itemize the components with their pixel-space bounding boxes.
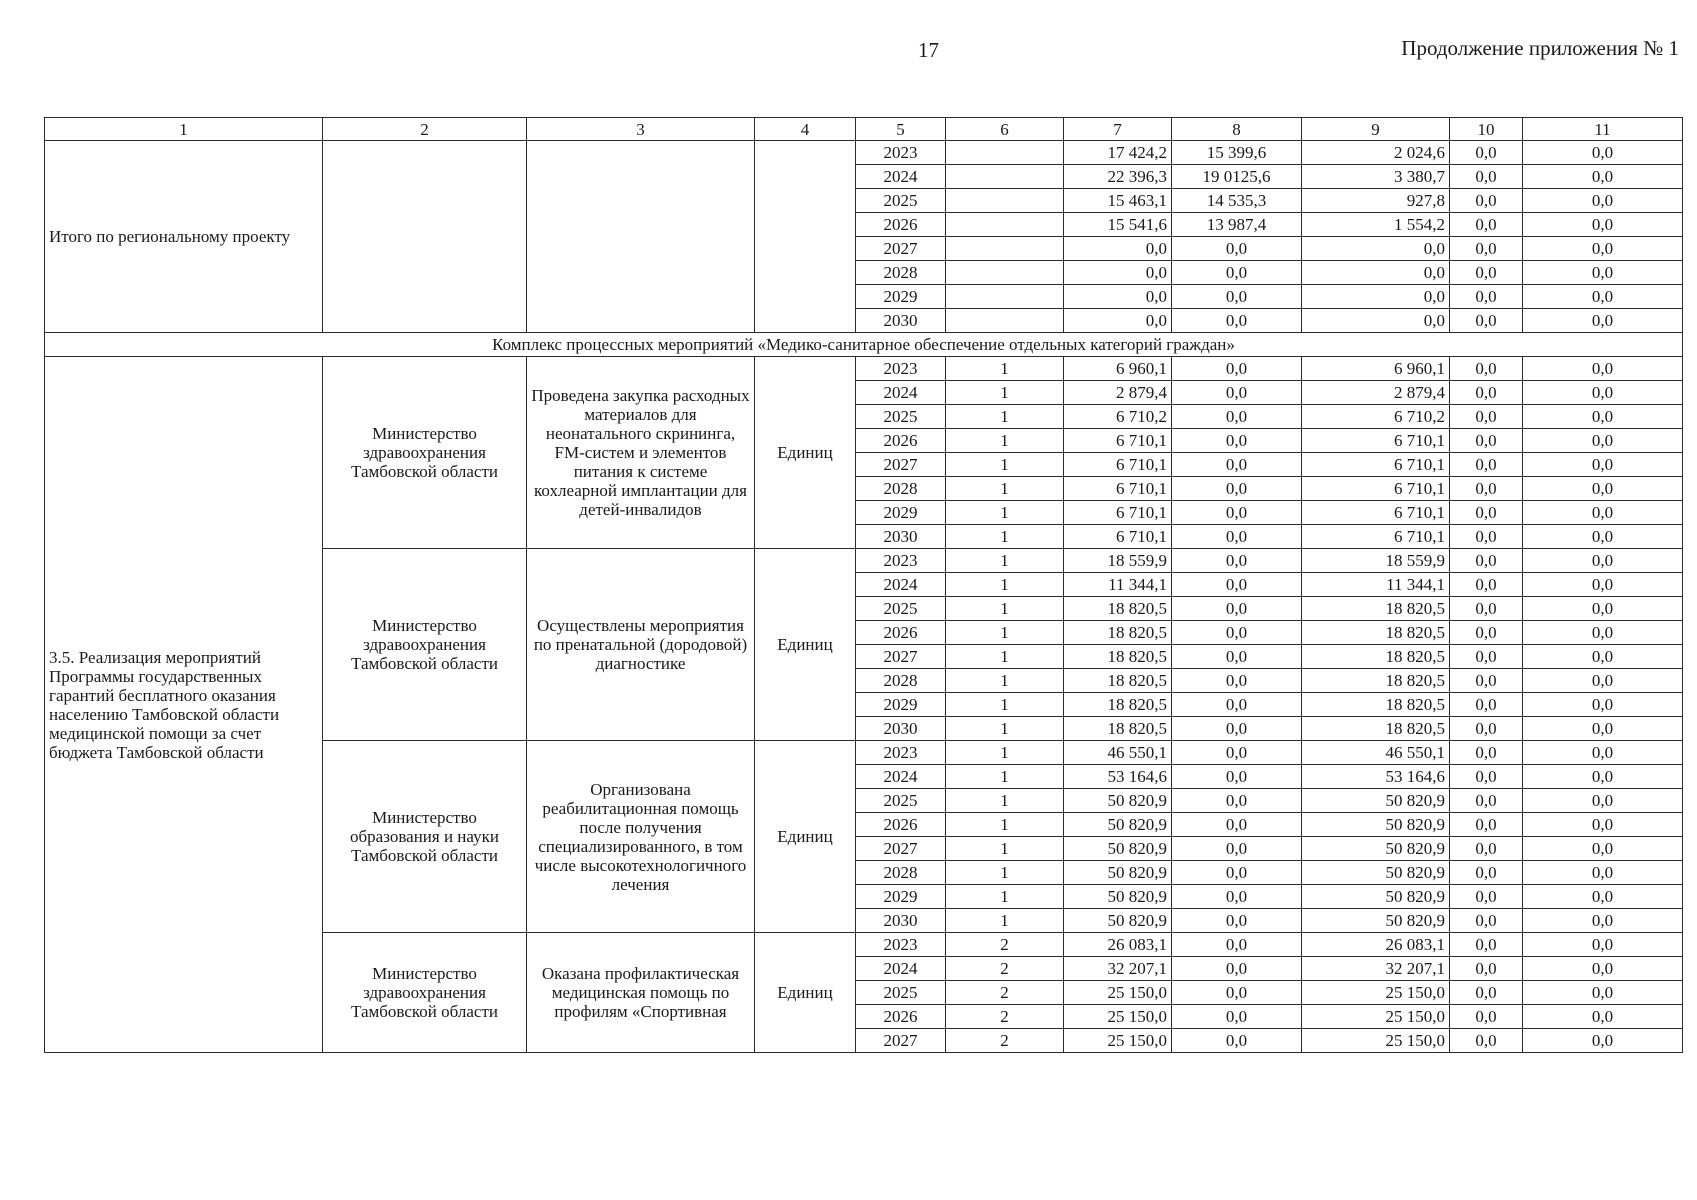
value-cell-8: 0,0 [1172,933,1302,957]
value-cell-11: 0,0 [1523,789,1683,813]
value-cell-10: 0,0 [1450,285,1523,309]
value-cell-11: 0,0 [1523,981,1683,1005]
section-row [45,333,1683,357]
value-cell-7: 18 820,5 [1064,621,1172,645]
value-cell-7: 6 960,1 [1064,357,1172,381]
value-cell-9: 0,0 [1302,285,1450,309]
value-cell-7: 6 710,1 [1064,501,1172,525]
value-cell-11: 0,0 [1523,885,1683,909]
value-cell-9: 53 164,6 [1302,765,1450,789]
value-cell-8: 0,0 [1172,837,1302,861]
value-cell-11: 0,0 [1523,693,1683,717]
value-cell-11: 0,0 [1523,525,1683,549]
value-cell-10: 0,0 [1450,213,1523,237]
value-cell-10: 0,0 [1450,573,1523,597]
value-cell-8: 0,0 [1172,285,1302,309]
value-cell-6: 2 [946,1005,1064,1029]
value-cell-7: 50 820,9 [1064,909,1172,933]
value-cell-10: 0,0 [1450,261,1523,285]
column-number: 10 [1450,118,1523,141]
empty-cell [323,141,527,333]
value-cell-9: 50 820,9 [1302,813,1450,837]
value-cell-11: 0,0 [1523,909,1683,933]
value-cell-9: 6 710,1 [1302,501,1450,525]
value-cell-8: 15 399,6 [1172,141,1302,165]
unit-cell: Единиц [755,741,856,933]
year-cell: 2023 [856,741,946,765]
value-cell-9: 11 344,1 [1302,573,1450,597]
value-cell-11: 0,0 [1523,189,1683,213]
value-cell-7: 50 820,9 [1064,813,1172,837]
value-cell-8: 0,0 [1172,693,1302,717]
value-cell-10: 0,0 [1450,405,1523,429]
value-cell-8: 0,0 [1172,861,1302,885]
value-cell-9: 6 710,1 [1302,477,1450,501]
value-cell-8: 13 987,4 [1172,213,1302,237]
budget-table [44,117,1683,1053]
value-cell-11: 0,0 [1523,573,1683,597]
value-cell-11: 0,0 [1523,165,1683,189]
value-cell-8: 0,0 [1172,789,1302,813]
value-cell-9: 18 820,5 [1302,669,1450,693]
column-number: 1 [45,118,323,141]
value-cell-6 [946,165,1064,189]
year-cell: 2030 [856,309,946,333]
value-cell-8: 0,0 [1172,573,1302,597]
year-cell: 2027 [856,453,946,477]
value-cell-10: 0,0 [1450,885,1523,909]
section-title: Комплекс процессных мероприятий «Медико-санитарное обеспечение отдельных категорий граждан» [45,333,1683,357]
value-cell-9: 3 380,7 [1302,165,1450,189]
value-cell-9: 50 820,9 [1302,837,1450,861]
value-cell-7: 18 820,5 [1064,717,1172,741]
result-cell: Организована реабилитационная помощь после получения специализированного, в том числе высокотехнологичного лечения [527,741,755,933]
value-cell-10: 0,0 [1450,741,1523,765]
column-number: 11 [1523,118,1683,141]
value-cell-9: 18 820,5 [1302,621,1450,645]
value-cell-11: 0,0 [1523,357,1683,381]
value-cell-10: 0,0 [1450,525,1523,549]
value-cell-10: 0,0 [1450,453,1523,477]
value-cell-10: 0,0 [1450,957,1523,981]
value-cell-7: 6 710,1 [1064,477,1172,501]
value-cell-7: 18 559,9 [1064,549,1172,573]
year-cell: 2028 [856,261,946,285]
value-cell-9: 2 879,4 [1302,381,1450,405]
value-cell-9: 25 150,0 [1302,1029,1450,1053]
value-cell-8: 14 535,3 [1172,189,1302,213]
year-cell: 2030 [856,717,946,741]
value-cell-11: 0,0 [1523,405,1683,429]
value-cell-6: 1 [946,789,1064,813]
value-cell-6 [946,237,1064,261]
value-cell-7: 32 207,1 [1064,957,1172,981]
value-cell-10: 0,0 [1450,237,1523,261]
value-cell-7: 11 344,1 [1064,573,1172,597]
value-cell-10: 0,0 [1450,981,1523,1005]
value-cell-9: 0,0 [1302,261,1450,285]
year-cell: 2029 [856,693,946,717]
column-number: 6 [946,118,1064,141]
value-cell-9: 2 024,6 [1302,141,1450,165]
value-cell-9: 50 820,9 [1302,861,1450,885]
value-cell-6: 2 [946,933,1064,957]
value-cell-8: 0,0 [1172,309,1302,333]
value-cell-8: 0,0 [1172,357,1302,381]
value-cell-7: 53 164,6 [1064,765,1172,789]
column-number: 9 [1302,118,1450,141]
year-cell: 2024 [856,381,946,405]
value-cell-7: 0,0 [1064,261,1172,285]
empty-cell [527,141,755,333]
value-cell-6: 1 [946,549,1064,573]
value-cell-11: 0,0 [1523,429,1683,453]
year-cell: 2023 [856,933,946,957]
table-row [45,357,1683,381]
value-cell-9: 18 820,5 [1302,717,1450,741]
value-cell-9: 1 554,2 [1302,213,1450,237]
value-cell-6 [946,189,1064,213]
year-cell: 2027 [856,237,946,261]
value-cell-7: 6 710,1 [1064,525,1172,549]
value-cell-8: 0,0 [1172,909,1302,933]
value-cell-8: 0,0 [1172,429,1302,453]
value-cell-8: 0,0 [1172,645,1302,669]
value-cell-10: 0,0 [1450,645,1523,669]
value-cell-6: 1 [946,477,1064,501]
value-cell-7: 46 550,1 [1064,741,1172,765]
value-cell-10: 0,0 [1450,621,1523,645]
result-cell: Осуществлены мероприятия по пренатальной (дородовой) диагностике [527,549,755,741]
value-cell-10: 0,0 [1450,813,1523,837]
executor-cell: Министерство образования и науки Тамбовской области [323,741,527,933]
year-cell: 2025 [856,189,946,213]
table-body [45,118,1683,1053]
value-cell-11: 0,0 [1523,477,1683,501]
value-cell-11: 0,0 [1523,501,1683,525]
value-cell-6: 1 [946,693,1064,717]
value-cell-10: 0,0 [1450,789,1523,813]
value-cell-7: 50 820,9 [1064,789,1172,813]
value-cell-6: 1 [946,861,1064,885]
value-cell-11: 0,0 [1523,1029,1683,1053]
value-cell-11: 0,0 [1523,837,1683,861]
value-cell-8: 0,0 [1172,237,1302,261]
table-row [45,141,1683,165]
value-cell-7: 50 820,9 [1064,837,1172,861]
value-cell-7: 18 820,5 [1064,645,1172,669]
value-cell-7: 50 820,9 [1064,885,1172,909]
value-cell-9: 26 083,1 [1302,933,1450,957]
value-cell-7: 2 879,4 [1064,381,1172,405]
value-cell-10: 0,0 [1450,669,1523,693]
value-cell-11: 0,0 [1523,957,1683,981]
value-cell-9: 6 710,1 [1302,429,1450,453]
executor-cell: Министерство здравоохранения Тамбовской области [323,357,527,549]
value-cell-11: 0,0 [1523,141,1683,165]
value-cell-6: 1 [946,525,1064,549]
value-cell-6: 1 [946,357,1064,381]
value-cell-11: 0,0 [1523,645,1683,669]
value-cell-10: 0,0 [1450,381,1523,405]
value-cell-7: 6 710,1 [1064,453,1172,477]
value-cell-9: 25 150,0 [1302,981,1450,1005]
value-cell-6: 1 [946,645,1064,669]
unit-cell: Единиц [755,933,856,1053]
value-cell-9: 6 710,2 [1302,405,1450,429]
value-cell-11: 0,0 [1523,597,1683,621]
value-cell-7: 0,0 [1064,285,1172,309]
value-cell-6: 1 [946,813,1064,837]
value-cell-8: 0,0 [1172,813,1302,837]
year-cell: 2026 [856,621,946,645]
value-cell-8: 0,0 [1172,549,1302,573]
year-cell: 2029 [856,285,946,309]
empty-cell [755,141,856,333]
value-cell-6 [946,261,1064,285]
year-cell: 2025 [856,597,946,621]
value-cell-10: 0,0 [1450,501,1523,525]
result-cell: Проведена закупка расходных материалов для неонатального скрининга, FM-систем и элементов питания к системе кохлеарной имплантации для детей-инвалидов [527,357,755,549]
unit-cell: Единиц [755,357,856,549]
value-cell-6: 1 [946,837,1064,861]
value-cell-10: 0,0 [1450,429,1523,453]
value-cell-6 [946,213,1064,237]
value-cell-6: 1 [946,669,1064,693]
value-cell-7: 6 710,2 [1064,405,1172,429]
column-number: 8 [1172,118,1302,141]
value-cell-9: 50 820,9 [1302,909,1450,933]
value-cell-7: 0,0 [1064,237,1172,261]
value-cell-6: 2 [946,981,1064,1005]
year-cell: 2025 [856,405,946,429]
value-cell-8: 0,0 [1172,717,1302,741]
value-cell-11: 0,0 [1523,621,1683,645]
year-cell: 2026 [856,429,946,453]
page-number: 17 [918,38,939,62]
value-cell-6 [946,309,1064,333]
value-cell-8: 0,0 [1172,885,1302,909]
value-cell-8: 0,0 [1172,621,1302,645]
value-cell-7: 22 396,3 [1064,165,1172,189]
value-cell-8: 0,0 [1172,597,1302,621]
value-cell-10: 0,0 [1450,357,1523,381]
value-cell-8: 0,0 [1172,957,1302,981]
value-cell-11: 0,0 [1523,669,1683,693]
column-number: 7 [1064,118,1172,141]
year-cell: 2023 [856,141,946,165]
value-cell-10: 0,0 [1450,477,1523,501]
year-cell: 2027 [856,1029,946,1053]
value-cell-8: 0,0 [1172,477,1302,501]
value-cell-9: 18 559,9 [1302,549,1450,573]
value-cell-11: 0,0 [1523,285,1683,309]
year-cell: 2028 [856,477,946,501]
value-cell-7: 15 463,1 [1064,189,1172,213]
value-cell-7: 26 083,1 [1064,933,1172,957]
year-cell: 2026 [856,213,946,237]
value-cell-10: 0,0 [1450,861,1523,885]
value-cell-7: 17 424,2 [1064,141,1172,165]
value-cell-8: 0,0 [1172,1029,1302,1053]
value-cell-10: 0,0 [1450,1005,1523,1029]
value-cell-11: 0,0 [1523,213,1683,237]
value-cell-7: 18 820,5 [1064,669,1172,693]
value-cell-7: 15 541,6 [1064,213,1172,237]
value-cell-7: 50 820,9 [1064,861,1172,885]
value-cell-9: 50 820,9 [1302,885,1450,909]
value-cell-11: 0,0 [1523,549,1683,573]
year-cell: 2025 [856,981,946,1005]
value-cell-7: 18 820,5 [1064,693,1172,717]
value-cell-10: 0,0 [1450,909,1523,933]
value-cell-10: 0,0 [1450,597,1523,621]
column-numbers-row [45,118,1683,141]
year-cell: 2024 [856,165,946,189]
column-number: 2 [323,118,527,141]
year-cell: 2027 [856,837,946,861]
result-cell: Оказана профилактическая медицинская помощь по профилям «Спортивная [527,933,755,1053]
executor-cell: Министерство здравоохранения Тамбовской области [323,549,527,741]
running-header: Продолжение приложения № 1 [1401,36,1679,60]
year-cell: 2024 [856,573,946,597]
value-cell-8: 0,0 [1172,669,1302,693]
value-cell-11: 0,0 [1523,261,1683,285]
value-cell-6 [946,141,1064,165]
value-cell-6: 1 [946,453,1064,477]
value-cell-6: 2 [946,1029,1064,1053]
year-cell: 2026 [856,1005,946,1029]
value-cell-8: 0,0 [1172,525,1302,549]
value-cell-9: 0,0 [1302,309,1450,333]
value-cell-6: 1 [946,573,1064,597]
value-cell-9: 6 710,1 [1302,525,1450,549]
value-cell-6: 1 [946,885,1064,909]
value-cell-9: 25 150,0 [1302,1005,1450,1029]
value-cell-6: 1 [946,621,1064,645]
value-cell-6: 1 [946,765,1064,789]
value-cell-7: 25 150,0 [1064,1029,1172,1053]
year-cell: 2030 [856,909,946,933]
value-cell-10: 0,0 [1450,1029,1523,1053]
value-cell-8: 0,0 [1172,405,1302,429]
value-cell-8: 0,0 [1172,453,1302,477]
year-cell: 2027 [856,645,946,669]
value-cell-11: 0,0 [1523,1005,1683,1029]
value-cell-6: 2 [946,957,1064,981]
value-cell-11: 0,0 [1523,309,1683,333]
value-cell-8: 0,0 [1172,501,1302,525]
value-cell-7: 6 710,1 [1064,429,1172,453]
value-cell-8: 0,0 [1172,741,1302,765]
column-number: 5 [856,118,946,141]
year-cell: 2024 [856,957,946,981]
value-cell-9: 18 820,5 [1302,597,1450,621]
value-cell-6: 1 [946,381,1064,405]
value-cell-11: 0,0 [1523,933,1683,957]
value-cell-11: 0,0 [1523,453,1683,477]
value-cell-6: 1 [946,405,1064,429]
value-cell-10: 0,0 [1450,141,1523,165]
value-cell-10: 0,0 [1450,549,1523,573]
value-cell-11: 0,0 [1523,237,1683,261]
value-cell-8: 0,0 [1172,765,1302,789]
value-cell-11: 0,0 [1523,741,1683,765]
measure-label: 3.5. Реализация мероприятий Программы государственных гарантий бесплатного оказания населению Тамбовской области медицинской помощи за счет бюджета Тамбовской области [45,357,323,1053]
year-cell: 2023 [856,357,946,381]
value-cell-6: 1 [946,501,1064,525]
value-cell-10: 0,0 [1450,309,1523,333]
executor-cell: Министерство здравоохранения Тамбовской области [323,933,527,1053]
value-cell-10: 0,0 [1450,693,1523,717]
value-cell-7: 25 150,0 [1064,981,1172,1005]
unit-cell: Единиц [755,549,856,741]
value-cell-8: 19 0125,6 [1172,165,1302,189]
year-cell: 2029 [856,501,946,525]
value-cell-8: 0,0 [1172,381,1302,405]
value-cell-9: 0,0 [1302,237,1450,261]
value-cell-11: 0,0 [1523,717,1683,741]
value-cell-9: 46 550,1 [1302,741,1450,765]
year-cell: 2026 [856,813,946,837]
value-cell-7: 18 820,5 [1064,597,1172,621]
value-cell-10: 0,0 [1450,165,1523,189]
column-number: 3 [527,118,755,141]
value-cell-10: 0,0 [1450,933,1523,957]
value-cell-8: 0,0 [1172,261,1302,285]
value-cell-9: 18 820,5 [1302,693,1450,717]
value-cell-10: 0,0 [1450,189,1523,213]
value-cell-7: 0,0 [1064,309,1172,333]
value-cell-10: 0,0 [1450,765,1523,789]
regional-total-label: Итого по региональному проекту [45,141,323,333]
value-cell-10: 0,0 [1450,717,1523,741]
value-cell-11: 0,0 [1523,861,1683,885]
year-cell: 2029 [856,885,946,909]
value-cell-10: 0,0 [1450,837,1523,861]
value-cell-6: 1 [946,741,1064,765]
year-cell: 2028 [856,861,946,885]
value-cell-7: 25 150,0 [1064,1005,1172,1029]
value-cell-6: 1 [946,717,1064,741]
value-cell-9: 6 960,1 [1302,357,1450,381]
year-cell: 2023 [856,549,946,573]
value-cell-8: 0,0 [1172,981,1302,1005]
year-cell: 2024 [856,765,946,789]
value-cell-9: 6 710,1 [1302,453,1450,477]
year-cell: 2028 [856,669,946,693]
value-cell-9: 18 820,5 [1302,645,1450,669]
value-cell-9: 927,8 [1302,189,1450,213]
value-cell-9: 50 820,9 [1302,789,1450,813]
year-cell: 2025 [856,789,946,813]
value-cell-6: 1 [946,597,1064,621]
value-cell-8: 0,0 [1172,1005,1302,1029]
value-cell-11: 0,0 [1523,765,1683,789]
year-cell: 2030 [856,525,946,549]
value-cell-6: 1 [946,909,1064,933]
value-cell-6: 1 [946,429,1064,453]
value-cell-11: 0,0 [1523,381,1683,405]
value-cell-6 [946,285,1064,309]
value-cell-11: 0,0 [1523,813,1683,837]
value-cell-9: 32 207,1 [1302,957,1450,981]
column-number: 4 [755,118,856,141]
